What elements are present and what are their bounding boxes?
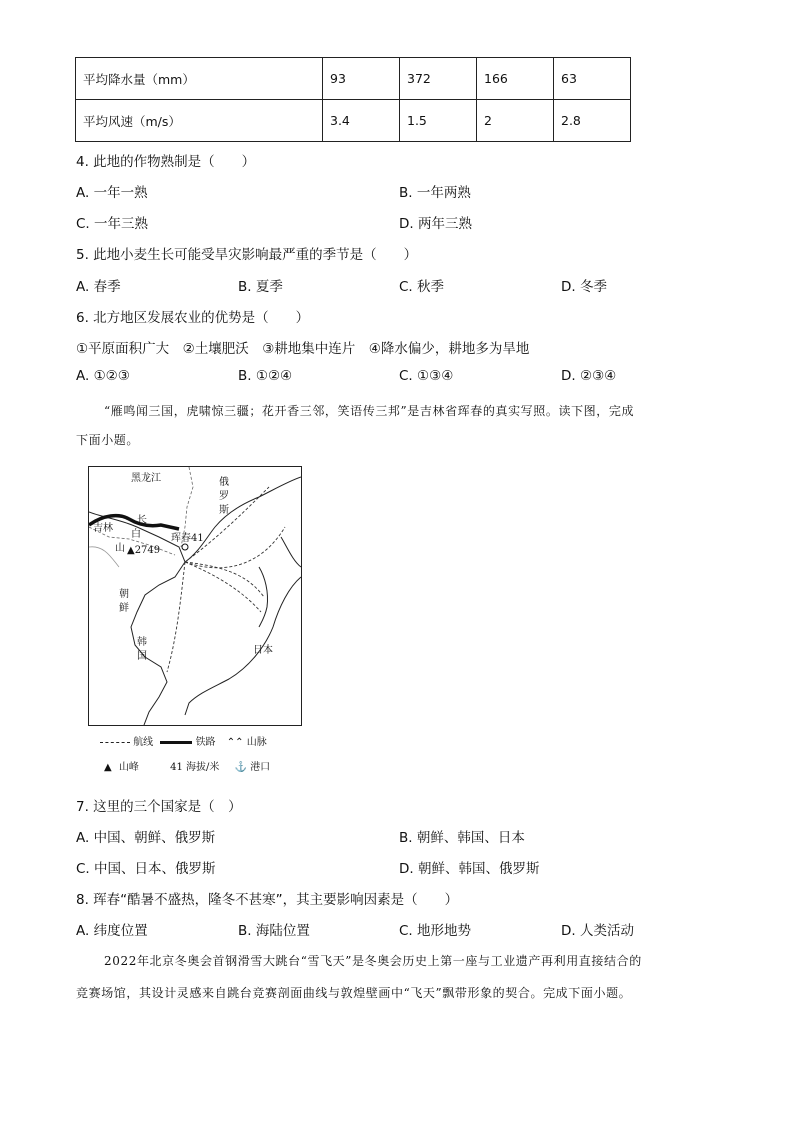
map-label-peak: ▲2749 (127, 545, 161, 556)
map-legend-row-1 (100, 733, 267, 748)
map-label-south-korea: 国 (137, 651, 147, 662)
passage-1-line-1: “雁鸣闻三国，虎啸惊三疆；花开香三邻，笑语传三邦”是吉林省珲春的真实写照。读下图，完成 (104, 404, 635, 418)
table-row (76, 58, 631, 100)
hunchun-map (88, 466, 302, 726)
question-4-stem: 4. 此地的作物熟制是（ ） (76, 154, 256, 170)
island-outline (259, 567, 268, 627)
map-label-russia: 罗 (219, 491, 229, 502)
question-8-option-b[interactable]: B. 海陆位置 (238, 923, 310, 939)
table-cell: 63 (554, 58, 631, 100)
question-7-option-d[interactable]: D. 朝鲜、韩国、俄罗斯 (399, 861, 540, 877)
sakhalin-outline (281, 537, 301, 567)
table-cell: 1.5 (400, 100, 477, 142)
question-5-option-a[interactable]: A. 春季 (76, 279, 121, 295)
table-cell: 2 (477, 100, 554, 142)
question-6-stem: 6. 北方地区发展农业的优势是（ ） (76, 310, 310, 326)
climate-table (75, 57, 631, 142)
passage-2-line-1: 2022年北京冬奥会首钢滑雪大跳台“雪飞天”是冬奥会历史上第一座与工业遗产再利用直接结合的 (104, 954, 642, 968)
table-cell: 3.4 (323, 100, 400, 142)
legend-port: 港口 (250, 762, 271, 773)
russia-coastline (185, 477, 301, 562)
question-8-option-c[interactable]: C. 地形地势 (399, 923, 472, 939)
legend-railway: 铁路 (195, 737, 216, 748)
question-8-option-d[interactable]: D. 人类活动 (561, 923, 634, 939)
map-legend-row-2 (104, 758, 270, 773)
route-legend-icon (100, 742, 130, 743)
anchor-icon: ⚓ (234, 762, 247, 773)
question-6-option-b[interactable]: B. ①②④ (238, 368, 293, 384)
question-7-option-c[interactable]: C. 中国、日本、俄罗斯 (76, 861, 216, 877)
table-cell: 平均降水量（mm） (76, 58, 323, 100)
table-cell: 166 (477, 58, 554, 100)
map-label-south-korea: 韩 (137, 637, 147, 648)
legend-peak: 山峰 (118, 762, 139, 773)
map-drawing (89, 467, 301, 725)
map-label-russia: 斯 (219, 505, 229, 516)
table-row (76, 100, 631, 142)
map-label-jilin: 吉林 (93, 523, 113, 534)
question-6-option-a[interactable]: A. ①②③ (76, 368, 130, 384)
question-4-option-c[interactable]: C. 一年三熟 (76, 216, 149, 232)
port-icon (182, 544, 188, 550)
map-label-hunchun: 珲春41 (171, 533, 204, 544)
table-cell: 372 (400, 58, 477, 100)
table-cell: 平均风速（m/s） (76, 100, 323, 142)
question-7-option-b[interactable]: B. 朝鲜、韩国、日本 (399, 830, 525, 846)
question-8-option-a[interactable]: A. 纬度位置 (76, 923, 148, 939)
map-label-changbai: 山 (115, 543, 125, 554)
peak-legend-icon: ▲ (104, 762, 112, 773)
passage-1-line-2: 下面小题。 (76, 433, 140, 447)
question-5-option-b[interactable]: B. 夏季 (238, 279, 283, 295)
map-label-north-korea: 鲜 (119, 603, 129, 614)
question-6-items: ①平原面积广大 ②土壤肥沃 ③耕地集中连片 ④降水偏少，耕地多为旱地 (76, 341, 530, 357)
question-5-option-c[interactable]: C. 秋季 (399, 279, 445, 295)
question-7-option-a[interactable]: A. 中国、朝鲜、俄罗斯 (76, 830, 216, 846)
map-label-changbai: 长 (137, 515, 147, 526)
map-label-russia: 俄 (219, 477, 229, 488)
legend-mountains: 山脉 (246, 737, 267, 748)
map-label-japan: 日本 (253, 645, 273, 656)
table-cell: 93 (323, 58, 400, 100)
map-label-changbai: 白 (131, 529, 141, 540)
legend-elevation: 41 海拔/米 (170, 762, 220, 773)
question-8-stem: 8. 珲春“酷暑不盛热，隆冬不甚寒”，其主要影响因素是（ ） (76, 892, 459, 908)
question-6-option-c[interactable]: C. ①③④ (399, 368, 454, 384)
map-label-north-korea: 朝 (119, 589, 129, 600)
question-6-option-d[interactable]: D. ②③④ (561, 368, 617, 384)
railway-legend-icon (160, 741, 192, 744)
question-5-option-d[interactable]: D. 冬季 (561, 279, 607, 295)
legend-route: 航线 (133, 737, 154, 748)
question-4-option-b[interactable]: B. 一年两熟 (399, 185, 471, 201)
passage-2-line-2: 竞赛场馆，其设计灵感来自跳台竞赛剖面曲线与敦煌壁画中“飞天”飘带形象的契合。完成下面小题。 (76, 986, 632, 1000)
japan-coastline (185, 577, 301, 715)
table-cell: 2.8 (554, 100, 631, 142)
question-4-option-d[interactable]: D. 两年三熟 (399, 216, 472, 232)
map-label-heilongjiang: 黑龙江 (131, 473, 161, 484)
mountain-legend-icon: ⌃⌃ (226, 737, 244, 748)
question-5-stem: 5. 此地小麦生长可能受旱灾影响最严重的季节是（ ） (76, 247, 418, 263)
question-7-stem: 7. 这里的三个国家是（ ） (76, 799, 242, 815)
question-4-option-a[interactable]: A. 一年一熟 (76, 185, 148, 201)
